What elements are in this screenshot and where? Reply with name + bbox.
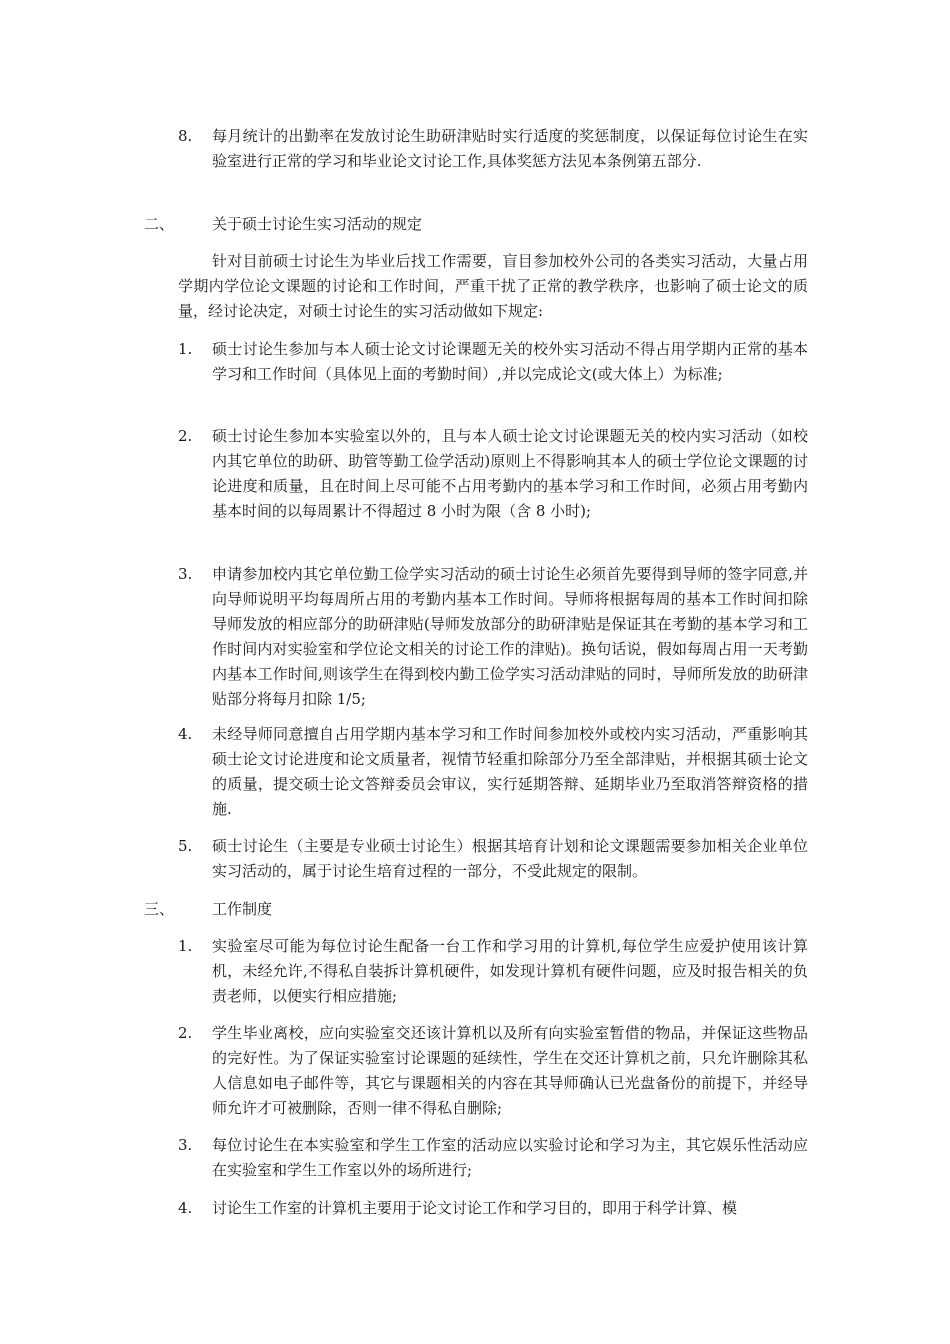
list-item-number: 4. (178, 725, 193, 743)
section-title: 关于硕士讨论生实习活动的规定 (212, 215, 423, 233)
list-item-number: 2. (178, 427, 193, 445)
list-item-text: 硕士讨论生参加本实验室以外的，且与本人硕士论文讨论课题无关的校内实习活动（如校内其它单位的助研、助管等勤工俭学活动)原则上不得影响其本人的硕士学位论文课题的讨论进度和质量，且在时间上尽可能不占用考勤内的基本学习和工作时间，必须占用考勤内基本时间的以每周累计不得超过 8 小时为限（含 8 小时); (212, 427, 808, 520)
section-title: 工作制度 (212, 900, 273, 918)
list-item-text: 硕士讨论生（主要是专业硕士讨论生）根据其培育计划和论文课题需要参加相关企业单位实习活动的，属于讨论生培育过程的一部分，不受此规定的限制。 (212, 837, 808, 880)
list-item-number: 3. (178, 1136, 193, 1154)
list-item-text: 实验室尽可能为每位讨论生配备一台工作和学习用的计算机,每位学生应爱护使用该计算机，未经允许,不得私自装拆计算机硬件，如发现计算机有硬件问题，应及时报告相关的负责老师，以便实行相应措施; (212, 937, 808, 1005)
list-item-text: 未经导师同意擅自占用学期内基本学习和工作时间参加校外或校内实习活动，严重影响其硕士论文讨论进度和论文质量者，视情节轻重扣除部分乃至全部津贴，并根据其硕士论文的质量，提交硕士论文答辩委员会审议，实行延期答辩、延期毕业乃至取消答辩资格的措施. (212, 725, 808, 818)
section-number: 三、 (144, 900, 175, 918)
section-intro-paragraph: 针对目前硕士讨论生为毕业后找工作需要，盲目参加校外公司的各类实习活动，大量占用学期内学位论文课题的讨论和工作时间，严重干扰了正常的教学秩序，也影响了硕士论文的质量，经讨论决定，对硕士讨论生的实习活动做如下规定: (178, 252, 808, 320)
list-item-text: 硕士讨论生参加与本人硕士论文讨论课题无关的校外实习活动不得占用学期内正常的基本学习和工作时间（具体见上面的考勤时间）,并以完成论文(或大体上）为标准; (212, 340, 808, 383)
list-item-text: 申请参加校内其它单位勤工俭学实习活动的硕士讨论生必须首先要得到导师的签字同意,并向导师说明平均每周所占用的考勤内基本工作时间。导师将根据每周的基本工作时间扣除导师发放的相应部分的助研津贴(导师发放部分的助研津贴是保证其在考勤的基本学习和工作时间内对实验室和学位论文相关的讨论工作的津贴)。换句话说，假如每周占用一天考勤内基本工作时间,则该学生在得到校内勤工俭学实习活动津贴的同时，导师所发放的助研津贴部分将每月扣除 1/5; (212, 565, 808, 708)
list-item-number: 1. (178, 340, 193, 358)
list-item-text: 学生毕业离校，应向实验室交还该计算机以及所有向实验室暂借的物品，并保证这些物品的完好性。为了保证实验室讨论课题的延续性，学生在交还计算机之前，只允许删除其私人信息如电子邮件等，其它与课题相关的内容在其导师确认已光盘备份的前提下，并经导师允许才可被删除，否则一律不得私自删除; (212, 1024, 808, 1117)
list-item-number: 5. (178, 837, 193, 855)
section-number: 二、 (144, 215, 175, 233)
list-item-number: 1. (178, 937, 193, 955)
list-item-text: 讨论生工作室的计算机主要用于论文讨论工作和学习目的，即用于科学计算、模 (212, 1199, 738, 1217)
list-item-text: 每月统计的出勤率在发放讨论生助研津贴时实行适度的奖惩制度，以保证每位讨论生在实验室进行正常的学习和毕业论文讨论工作,具体奖惩方法见本条例第五部分. (212, 127, 808, 170)
list-item-number: 3. (178, 565, 193, 583)
list-item-number: 4. (178, 1199, 193, 1217)
list-item-text: 每位讨论生在本实验室和学生工作室的活动应以实验讨论和学习为主，其它娱乐性活动应在实验室和学生工作室以外的场所进行; (212, 1136, 808, 1179)
list-item-number: 8. (178, 127, 193, 145)
list-item-number: 2. (178, 1024, 193, 1042)
